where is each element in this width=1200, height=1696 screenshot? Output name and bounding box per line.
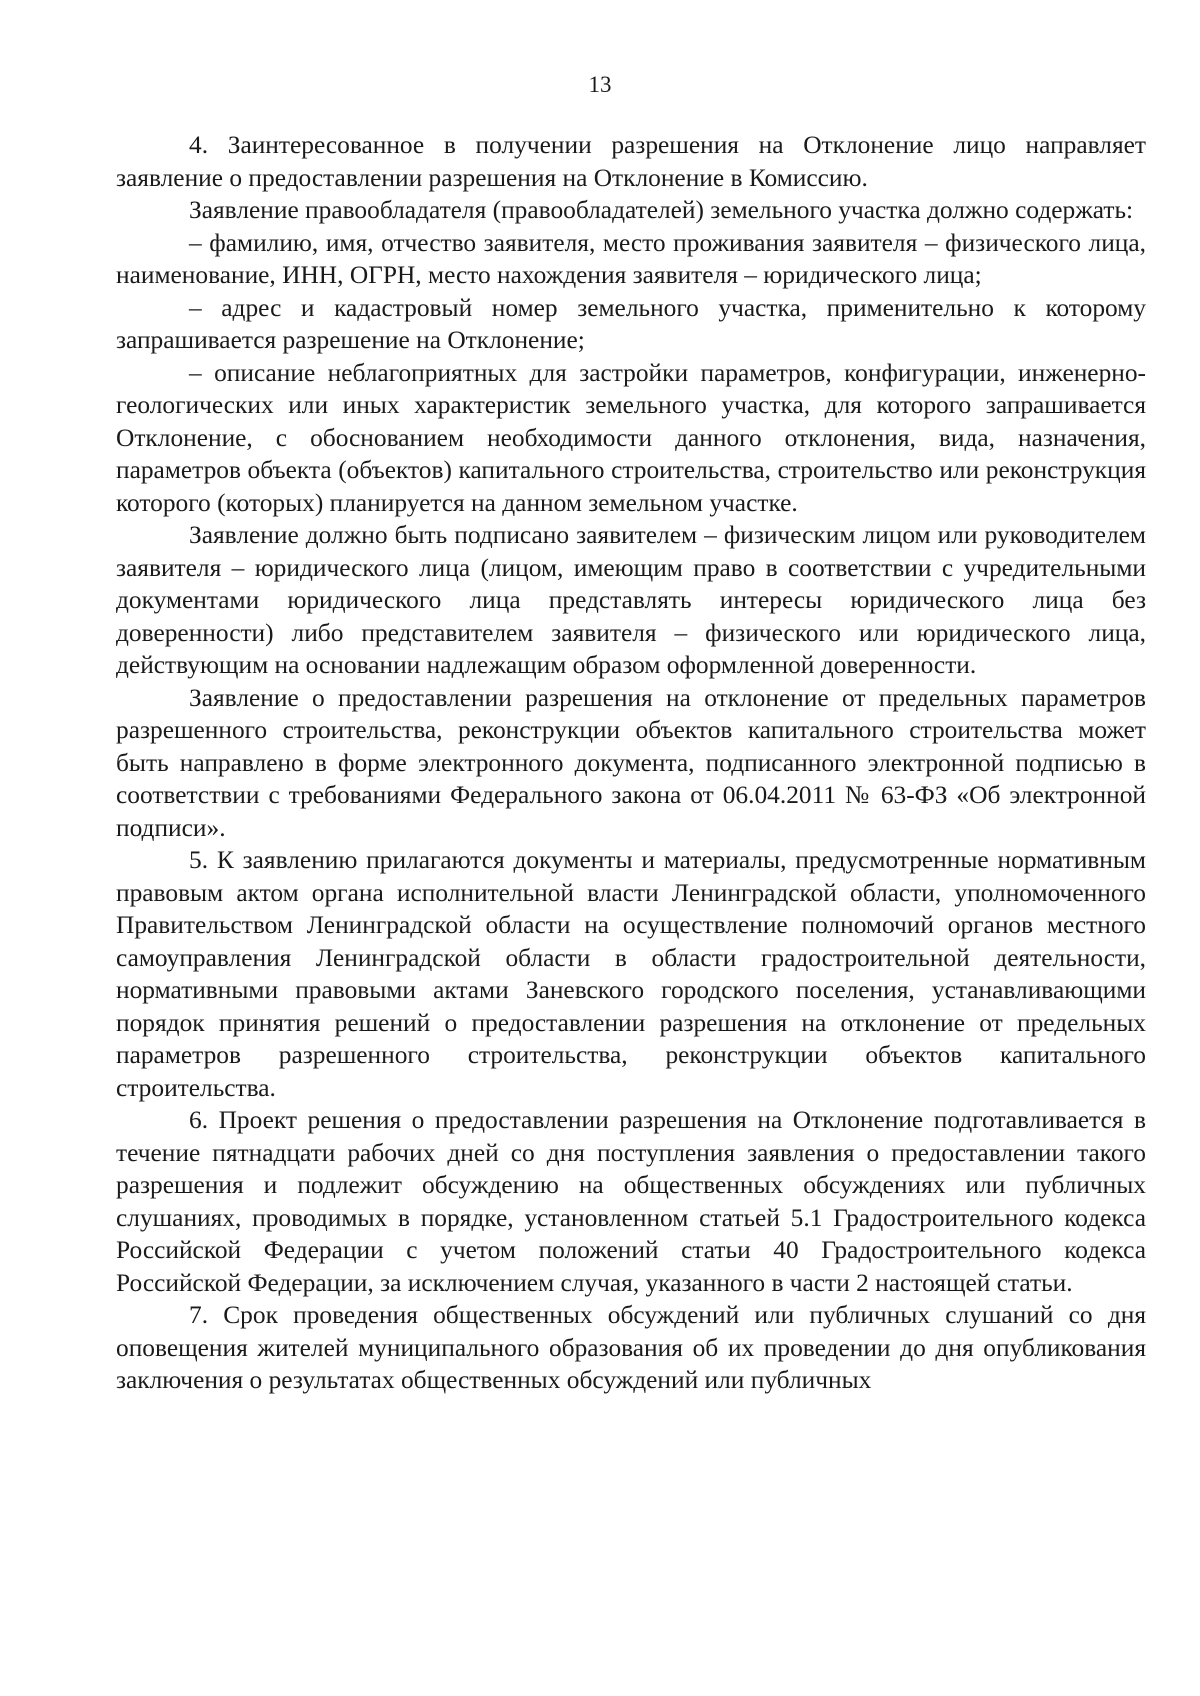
list-item-land-plot-address: – адрес и кадастровый номер земельного участка, применительно к которому запрашивается разрешение на Отклонение; — [116, 293, 1146, 354]
paragraph-7-hearing-period: 7. Срок проведения общественных обсуждений или публичных слушаний со дня оповещения жителей муниципального образования об их проведении до дня опубликования заключения о результатах общественных обсуждений или публичных — [116, 1301, 1146, 1394]
list-item-unfavorable-parameters: – описание неблагоприятных для застройки параметров, конфигурации, инженерно-геологических или иных характеристик земельного участка, для которого запрашивается Отклонение, с обоснованием необходимости данного отклонения, вида, назначения, параметров объекта (объектов) капитального строительства, строительство или реконструкция которого (которых) планируется на данном земельном участке. — [116, 358, 1146, 517]
document-body — [116, 129, 1146, 1397]
paragraph-4-application: 4. Заинтересованное в получении разрешения на Отклонение лицо направляет заявление о предоставлении разрешения на Отклонение в Комиссию. — [116, 131, 1146, 192]
paragraph-electronic-document: Заявление о предоставлении разрешения на отклонение от предельных параметров разрешенного строительства, реконструкции объектов капитального строительства может быть направлено в форме электронного документа, подписанного электронной подписью в соответствии с требованиями Федерального закона от 06.04.2011 № 63-ФЗ «Об электронной подписи». — [116, 683, 1146, 842]
paragraph-5-attached-documents: 5. К заявлению прилагаются документы и материалы, предусмотренные нормативным правовым актом органа исполнительной власти Ленинградской области, уполномоченного Правительством Ленинградской области на осуществление полномочий органов местного самоуправления Ленинградской области в области градостроительной деятельности, нормативными правовыми актами Заневского городского поселения, устанавливающими порядок принятия решений о предоставлении разрешения на отклонение от предельных параметров разрешенного строительства, реконструкции объектов капитального строительства. — [116, 846, 1146, 1102]
page-number: 13 — [588, 72, 612, 97]
paragraph-6-draft-decision: 6. Проект решения о предоставлении разрешения на Отклонение подготавливается в течение пятнадцати рабочих дней со дня поступления заявления о предоставлении такого разрешения и подлежит обсуждению на общественных обсуждениях или публичных слушаниях, проводимых в порядке, установленном статьей 5.1 Градостроительного кодекса Российской Федерации с учетом положений статьи 40 Градостроительного кодекса Российской Федерации, за исключением случая, указанного в части 2 настоящей статьи. — [116, 1106, 1146, 1297]
list-item-applicant-details: – фамилию, имя, отчество заявителя, место проживания заявителя – физического лица, наименование, ИНН, ОГРН, место нахождения заявителя – юридического лица; — [116, 228, 1146, 289]
paragraph-application-contents: Заявление правообладателя (правообладателей) земельного участка должно содержать: — [189, 196, 1134, 224]
paragraph-signature-requirements: Заявление должно быть подписано заявителем – физическим лицом или руководителем заявителя – юридического лица (лицом, имеющим право в соответствии с учредительными документами юридического лица представлять интересы юридического лица без доверенности) либо представителем заявителя – физического или юридического лица, действующим на основании надлежащим образом оформленной доверенности. — [116, 521, 1146, 679]
